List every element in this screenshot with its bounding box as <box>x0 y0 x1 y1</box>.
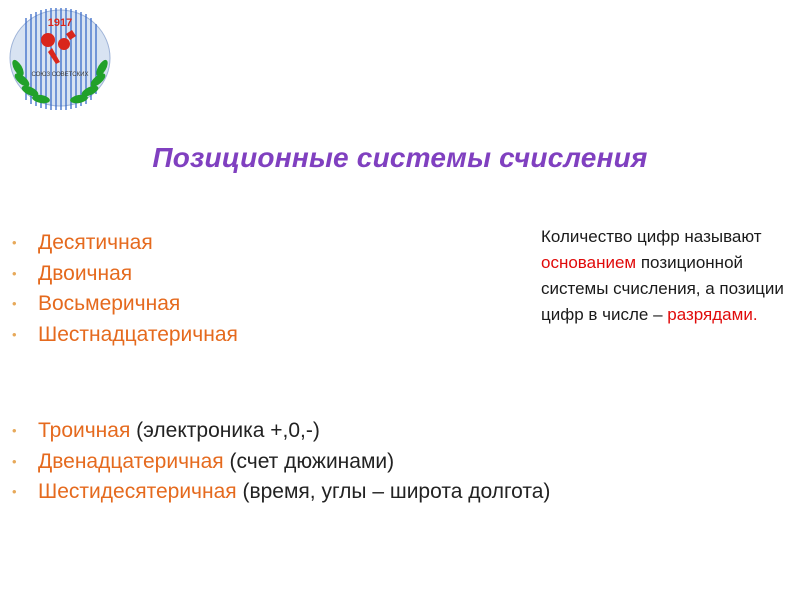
bullet-icon: • <box>12 453 17 469</box>
list-item-term: Восьмеричная <box>38 292 181 315</box>
bullet-icon: • <box>12 265 17 281</box>
list-item-term: Троичная <box>38 419 131 442</box>
side-note-text: Количество цифр называют <box>541 227 762 246</box>
list-item <box>10 447 550 478</box>
side-note <box>541 224 786 328</box>
side-note-text: позиционной системы счисления, а позиции цифр в числе – <box>541 253 784 324</box>
emblem-label: СОЮЗ СОВЕТСКИХ <box>31 72 89 78</box>
side-note-period: . <box>752 305 758 324</box>
other-systems-list <box>10 416 550 508</box>
list-item-note: (время, углы – широта долгота) <box>236 480 551 503</box>
slide-title: Позиционные системы счисления <box>152 142 648 173</box>
side-note-highlight-base: основанием <box>541 253 637 272</box>
list-item <box>10 289 238 320</box>
list-item <box>10 477 550 508</box>
list-item <box>10 259 238 290</box>
bullet-icon: • <box>12 484 17 499</box>
list-item-term: Десятичная <box>38 231 153 254</box>
list-item-note: (электроника +,0,-) <box>130 419 320 442</box>
list-item <box>10 320 238 351</box>
list-item-note: (счет дюжинами) <box>223 449 395 473</box>
list-item-term: Двоичная <box>38 261 133 285</box>
list-item <box>10 228 238 259</box>
bullet-icon: • <box>12 235 17 250</box>
bullet-icon: • <box>12 423 17 438</box>
list-item-term: Шестнадцатеричная <box>38 322 238 346</box>
bullet-icon: • <box>12 296 17 311</box>
bullet-icon: • <box>12 326 17 342</box>
list-item-term: Двенадцатеричная <box>38 449 224 473</box>
list-item <box>10 416 550 447</box>
emblem-logo <box>4 4 116 112</box>
emblem-digits: 1917 <box>47 17 73 29</box>
side-note-highlight-digits: разрядами <box>667 305 753 324</box>
list-item-term: Шестидесятеричная <box>38 480 237 503</box>
main-systems-list <box>10 228 238 350</box>
